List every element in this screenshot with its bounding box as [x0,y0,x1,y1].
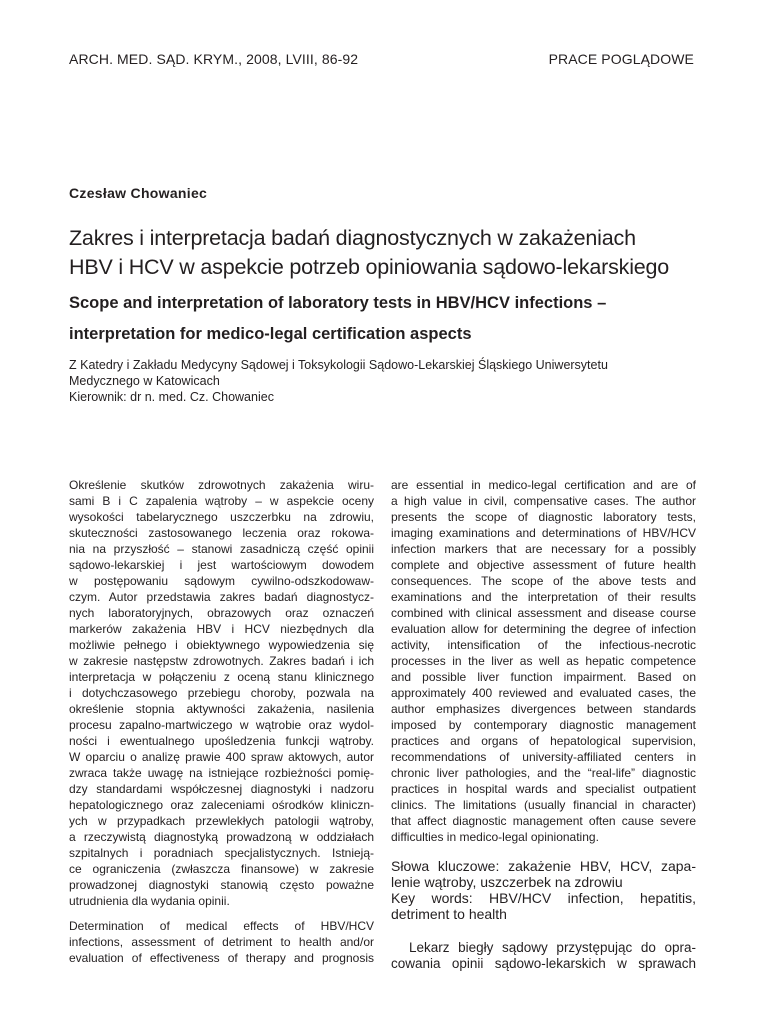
body-text-line: Lekarz biegły sądowy przystępując do opra- [409,940,696,955]
abstract-polish-line: określenie stopnia aktywności zakażenia, nasilenia [69,702,374,716]
abstract-english-line: evaluation allow for determining the degree of infection [391,622,696,636]
abstract-english-line: consequences. The scope of the above tests and [391,574,696,588]
abstract-polish-line: W oparciu o analizę prawie 400 spraw aktowych, autor [69,750,374,764]
journal-citation: ARCH. MED. SĄD. KRYM., 2008, LVIII, 86-92 [69,51,359,67]
left-column [69,477,374,966]
keywords-line: detriment to health [391,906,507,922]
abstract-english-line: infections, assessment of detriment to health and/or [69,935,374,949]
title-polish-line: HBV i HCV w aspekcie potrzeb opiniowania sądowo-lekarskiego [69,255,670,279]
abstract-english-line: complete and objective assessment of future health [391,558,696,572]
author-name: Czesław Chowaniec [69,185,208,201]
title-english-line: Scope and interpretation of laboratory tests in HBV/HCV infections – [69,294,607,312]
abstract-english-line: presents the scope of diagnostic laboratory tests, [391,510,696,524]
abstract-english-line: imaging examinations and determinations of HBV/HCV [391,526,696,540]
title-polish [69,224,709,282]
abstract-polish-line: procesu zapalno-martwiczego w wątrobie oraz wydol- [69,718,374,732]
affiliation-line: Medycznego w Katowicach [69,374,220,388]
abstract-polish-line: markerów zakażenia HBV i HCV niezbędnych dla [69,622,374,636]
title-polish-line: Zakres i interpretacja badań diagnostycznych w zakażeniach [69,226,636,250]
abstract-english-line: activity, intensification of the infectious-necrotic [391,638,696,652]
abstract-english-line: a high value in civil, compensative cases. The author [391,494,696,508]
abstract-polish-line: Określenie skutków zdrowotnych zakażenia wiru- [69,478,374,492]
abstract-polish-line: skuteczności zastosowanego leczenia oraz rokowa- [69,526,374,540]
abstract-english-start [69,918,374,966]
abstract-polish-line: interpretacja w połączeniu z oceną stanu klinicznego [69,670,374,684]
abstract-polish-line: możliwie pełnego i obiektywnego wypowiedzenia się [69,638,374,652]
abstract-polish-line: dzy standardami współczesnej diagnostyki i nadzoru [69,782,374,796]
abstract-english-line: approximately 400 reviewed and evaluated cases, the [391,686,696,700]
body-text-line: cowania opinii sądowo-lekarskich w sprawach [391,956,696,971]
abstract-english-line: infection markers that are necessary for a possibly [391,542,696,556]
abstract-polish-line: sami B i C zapalenia wątroby – w aspekcie oceny [69,494,374,508]
abstract-english-line: practices in hospital wards and specialist outpatient [391,782,696,796]
abstract-polish-line: prowadzonej diagnostyki stanowią często poważne [69,878,374,892]
section-label: PRACE POGLĄDOWE [548,51,694,67]
abstract-polish-line: nych laboratoryjnych, obrazowych oraz oznaczeń [69,606,374,620]
abstract-english-continued [391,477,696,845]
title-english [69,288,709,350]
abstract-polish-line: wysokości tabelarycznego uszczerbku na zdrowiu, [69,510,374,524]
affiliation-line: Z Katedry i Zakładu Medycyny Sądowej i Toksykologii Sądowo-Lekarskiej Śląskiego Uniwersytetu [69,358,608,372]
abstract-english-line: difficulties in medico-legal opinionating. [391,830,599,844]
abstract-english-line: examinations and the interpretation of their results [391,590,696,604]
abstract-english-line: are essential in medico-legal certification and are of [391,478,696,492]
abstract-polish [69,477,374,909]
abstract-polish-line: utrudnienia dla wydania opinii. [69,894,230,908]
abstract-polish-line: i dotychczasowego przebiegu choroby, pozwala na [69,686,374,700]
abstract-polish-line: zwraca także uwagę na istniejące rozbieżności pomię- [69,766,374,780]
affiliation-line: Kierownik: dr n. med. Cz. Chowaniec [69,390,274,404]
paragraph-gap [391,922,696,940]
abstract-polish-line: nia na przyszłość – stanowi zasadniczą część opinii [69,542,374,556]
abstract-english-line: imposed by contemporary diagnostic management [391,718,696,732]
abstract-english-line: recommendations of university-affiliated centers in [391,750,696,764]
keywords-line: Key words: HBV/HCV infection, hepatitis, [391,890,696,906]
right-column [391,477,696,972]
abstract-polish-line: czym. Autor przedstawia zakres badań diagnostycz- [69,590,374,604]
abstract-polish-line: ce ograniczenia (zwłaszcza finansowe) w zakresie [69,862,374,876]
title-english-line: interpretation for medico-legal certification aspects [69,325,472,343]
abstract-polish-line: w postępowaniu sądowym cywilno-odszkodowaw- [69,574,374,588]
abstract-english-line: processes in the liver as well as hepatic competence [391,654,696,668]
abstract-english-line: author emphasizes divergences between standards [391,702,696,716]
abstract-english-line: Determination of medical effects of HBV/HCV [69,919,374,933]
abstract-polish-line: szpitalnych i poradniach specjalistycznych. Istnieją- [69,846,374,860]
abstract-english-line: combined with clinical assessment and disease course [391,606,696,620]
keywords-line: lenie wątroby, uszczerbek na zdrowiu [391,874,623,890]
abstract-polish-line: ych w przypadkach przewlekłych patologii wątroby, [69,814,374,828]
abstract-english-line: clinics. The limitations (usually financial in character) [391,798,696,812]
affiliation [69,357,700,405]
abstract-polish-line: w zakresie następstw zdrowotnych. Zakres badań i ich [69,654,374,668]
abstract-english-line: chronic liver pathologies, and the “real-life” diagnostic [391,766,696,780]
paragraph-gap [391,845,696,858]
abstract-polish-line: a rzeczywistą diagnostyką prowadzoną w oddziałach [69,830,374,844]
paragraph-gap [69,909,374,918]
keywords [391,858,696,922]
abstract-english-line: practices and organs of hepatological supervision, [391,734,696,748]
body-text-start [391,940,696,972]
keywords-line: Słowa kluczowe: zakażenie HBV, HCV, zapa- [391,858,696,874]
abstract-english-line: evaluation of effectiveness of therapy and prognosis [69,951,374,965]
abstract-polish-line: hepatologicznego oraz zaleceniami ośrodków kliniczn- [69,798,374,812]
abstract-polish-line: ności i ewentualnego upośledzenia funkcji wątroby. [69,734,374,748]
abstract-english-line: that affect diagnostic management often cause severe [391,814,696,828]
abstract-english-line: and possible liver function impairment. Based on [391,670,696,684]
abstract-polish-line: sądowo-lekarskiej i jest wartościowym dowodem [69,558,374,572]
